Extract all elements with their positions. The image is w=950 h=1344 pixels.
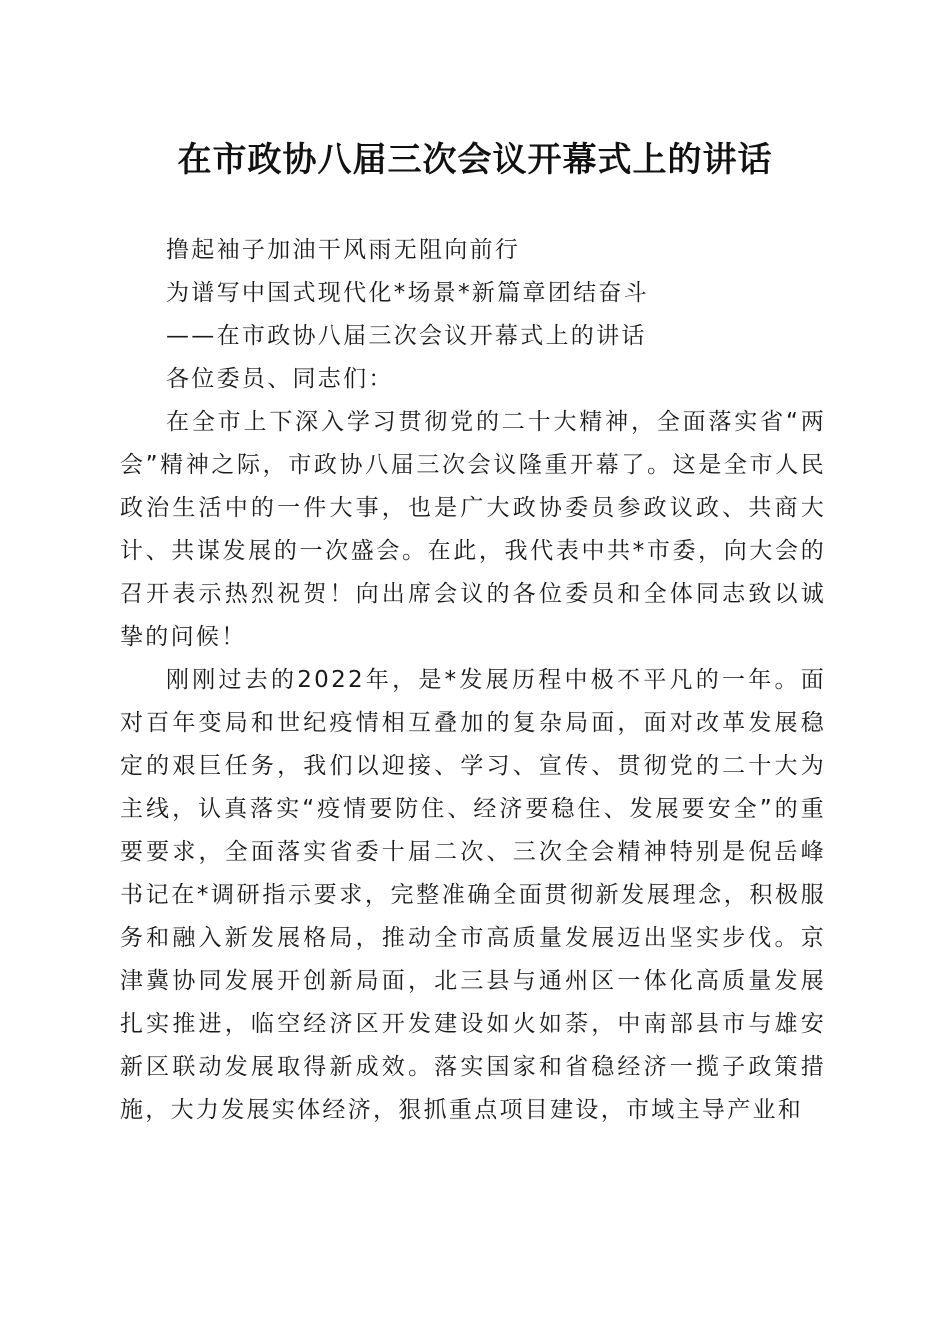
salutation: 各位委员、同志们： [166, 366, 394, 392]
paragraph-1: 在全市上下深入学习贯彻党的二十大精神，全面落实省“两会”精神之际，市政协八届三次会议隆重开幕了。这是全市人民政治生活中的一件大事，也是广大政协委员参政议政、共商大计、共谋发展的一次盛会。在此，我代表中共*市委，向大会的召开表示热烈祝贺！向出席会议的各位委员和全体同志致以诚挚的问候！ [120, 409, 826, 650]
subtitle-line-1: 撸起袖子加油干风雨无阻向前行 [166, 237, 521, 263]
document-title: 在市政协八届三次会议开幕式上的讲话 [177, 140, 773, 180]
paragraph-2: 刚刚过去的2022年，是*发展历程中极不平凡的一年。面对百年变局和世纪疫情相互叠加的复杂局面，面对改革发展稳定的艰巨任务，我们以迎接、学习、宣传、贯彻党的二十大为主线，认真落实“疫情要防住、经济要稳住、发展要安全”的重要要求，全面落实省委十届二次、三次全会精神特别是倪岳峰书记在*调研指示要求，完整准确全面贯彻新发展理念，积极服务和融入新发展格局，推动全市高质量发展迈出坚实步伐。京津冀协同发展开创新局面，北三县与通州区一体化高质量发展扎实推进，临空经济区开发建设如火如荼，中南部县市与雄安新区联动发展取得新成效。落实国家和省稳经济一揽子政策措施，大力发展实体经济，狠抓重点项目建设，市域主导产业和 [120, 667, 826, 1123]
subtitle-line-3: ——在市政协八届三次会议开幕式上的讲话 [166, 323, 647, 349]
subtitle-line-2: 为谱写中国式现代化*场景*新篇章团结奋斗 [166, 280, 649, 306]
document-body [120, 229, 826, 1132]
